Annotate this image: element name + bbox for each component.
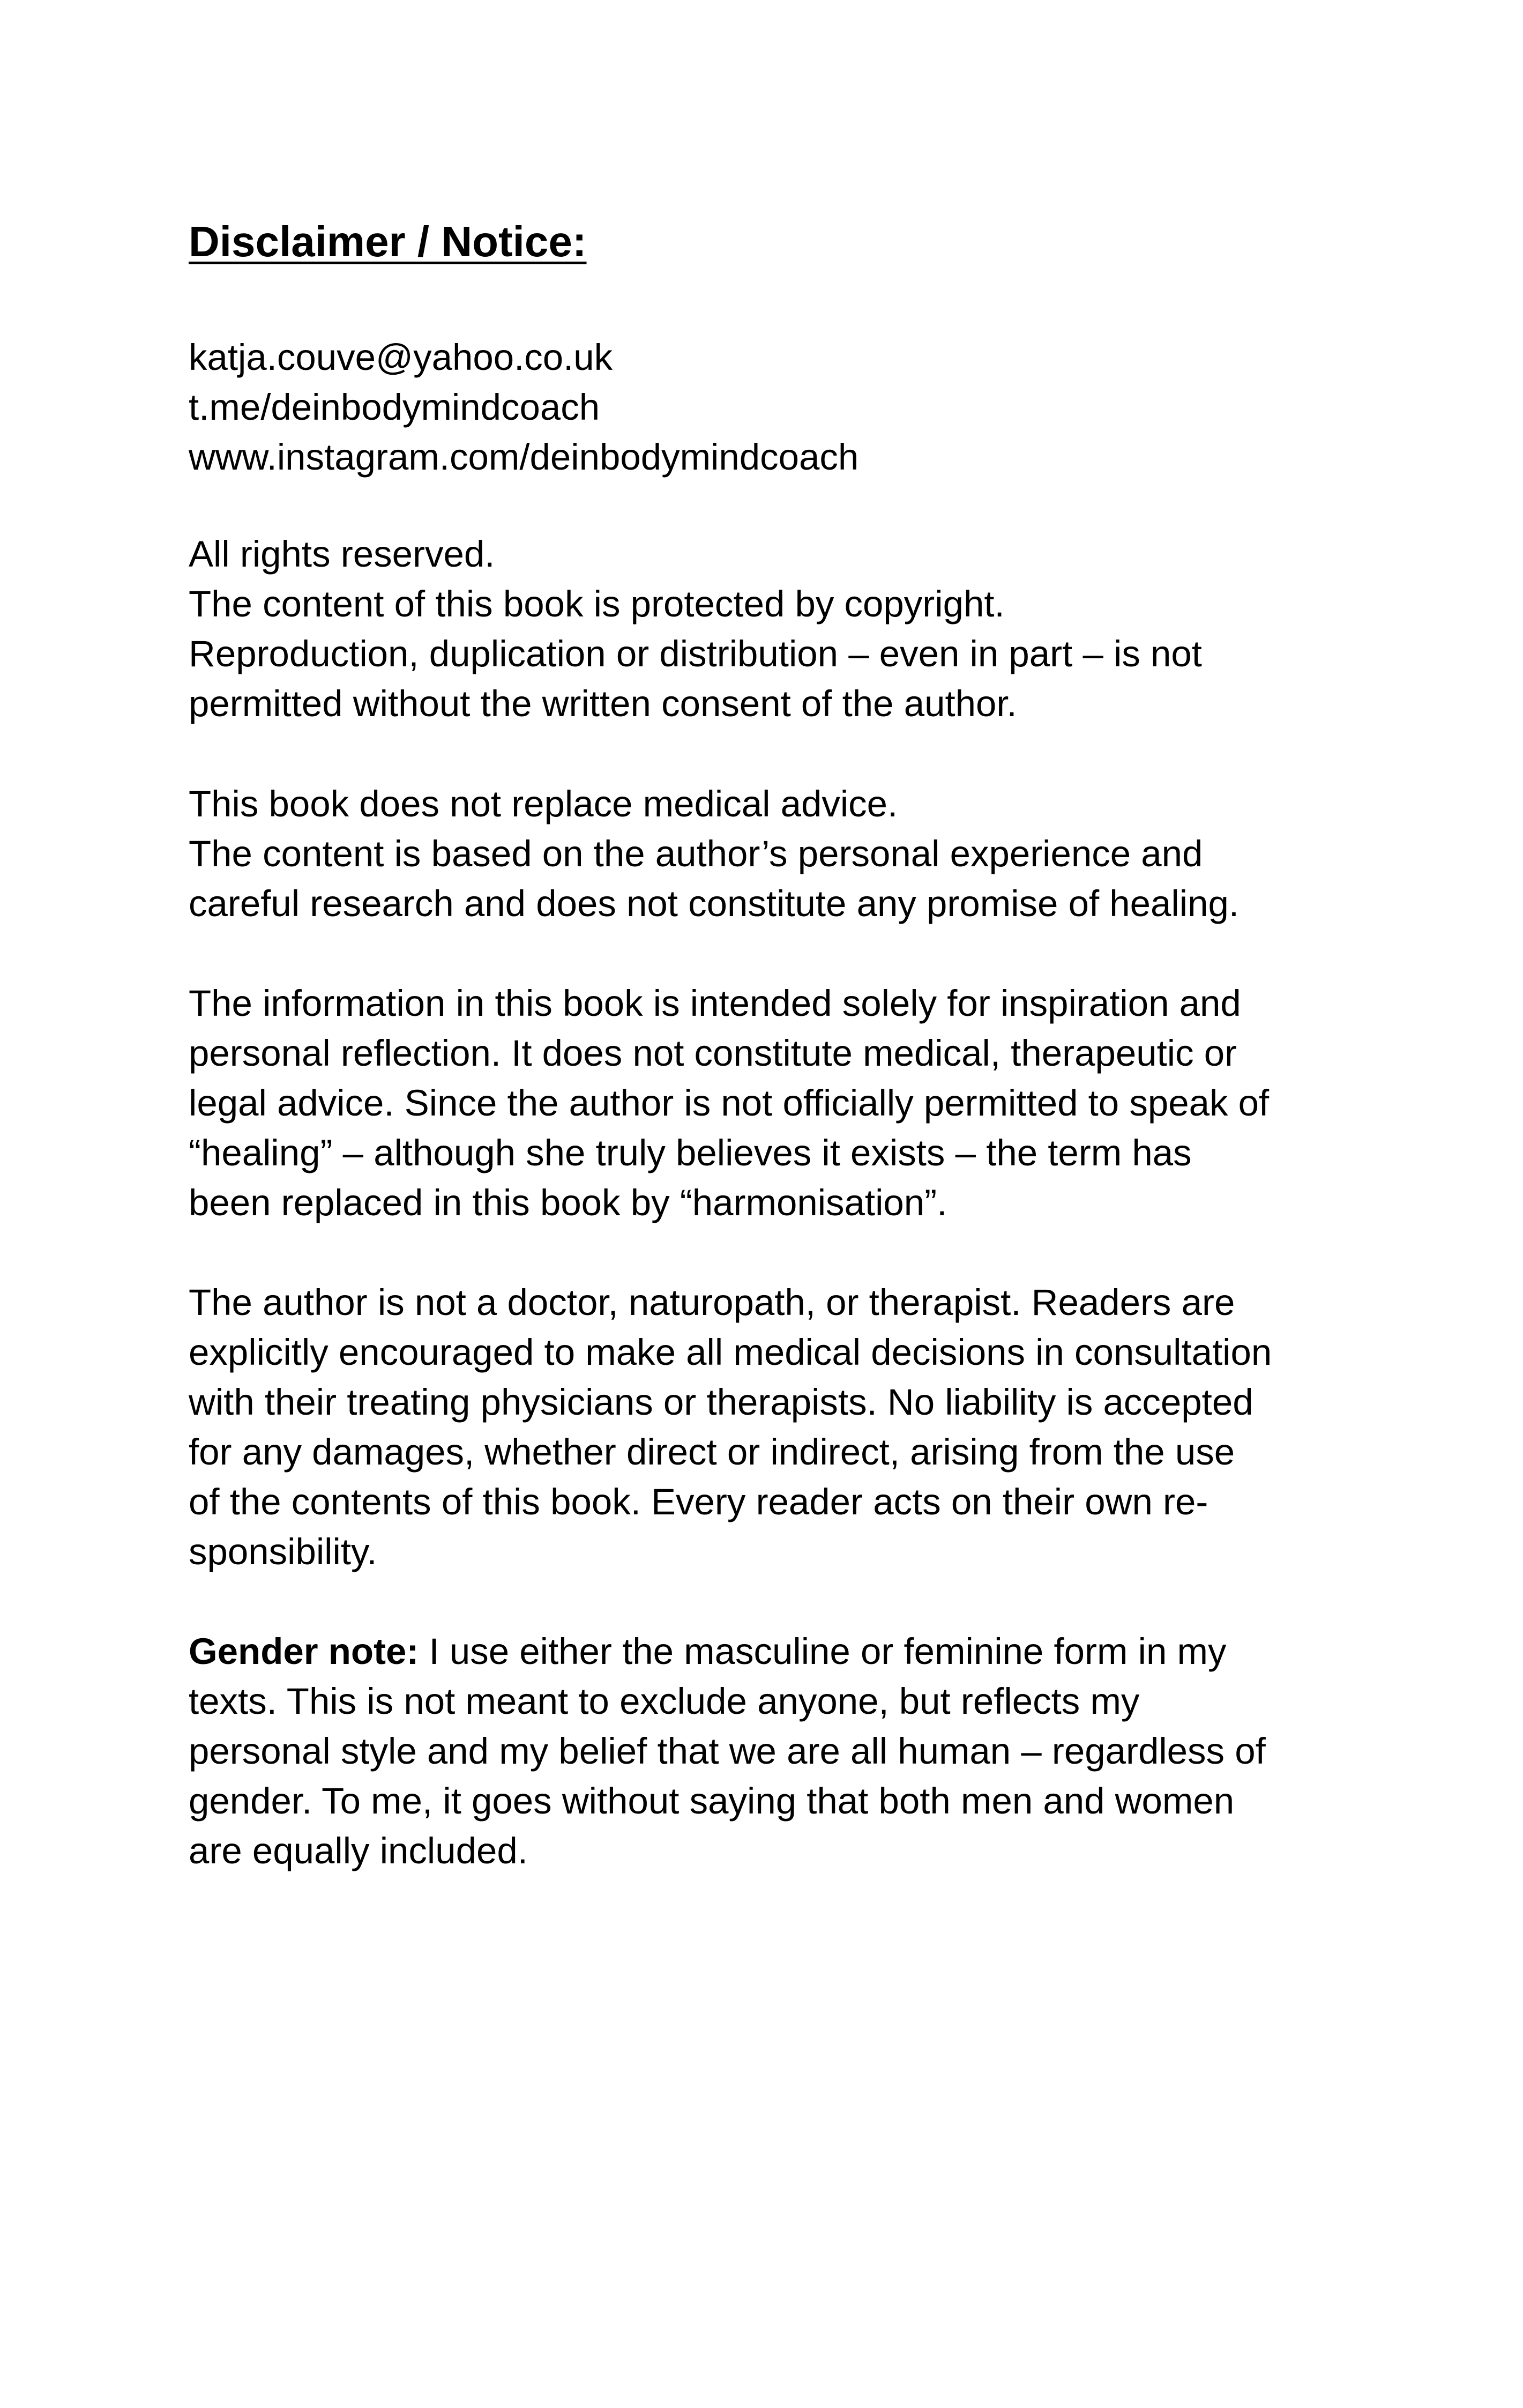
page-title: Disclaimer / Notice: [189,218,587,265]
gender-first-line-text: I use either the masculine or feminine form in my [419,1631,1227,1672]
author-line: The author is not a doctor, naturopath, or therapist. Readers are [189,1282,1235,1323]
medical-line: careful research and does not constitute any promise of healing. [189,883,1239,924]
contact-instagram: www.instagram.com/deinbodymindcoach [189,436,859,478]
medical-advice-paragraph [189,779,1239,928]
gender-line: gender. To me, it goes without saying that both men and women [189,1780,1235,1822]
author-line: sponsibility. [189,1531,377,1572]
rights-line: permitted without the written consent of the author. [189,683,1017,724]
contact-telegram: t.me/deinbodymindcoach [189,387,600,428]
info-line: been replaced in this book by “harmonisation”. [189,1182,947,1223]
gender-first-line [189,1626,1266,1676]
contact-email: katja.couve@yahoo.co.uk [189,337,613,378]
contact-block [189,332,858,482]
gender-line: personal style and my belief that we are all human – regardless of [189,1730,1266,1772]
author-line: explicitly encouraged to make all medical decisions in consultation [189,1332,1272,1373]
rights-line: Reproduction, duplication or distribution – even in part – is not [189,633,1202,674]
medical-line: This book does not replace medical advice. [189,783,898,824]
info-line: “healing” – although she truly believes it exists – the term has [189,1132,1192,1173]
author-line: with their treating physicians or therapists. No liability is accepted [189,1381,1253,1423]
rights-line: The content of this book is protected by copyright. [189,583,1005,625]
gender-line: texts. This is not meant to exclude anyone, but reflects my [189,1681,1140,1722]
info-line: legal advice. Since the author is not officially permitted to speak of [189,1082,1270,1124]
info-line: The information in this book is intended solely for inspiration and [189,983,1241,1024]
gender-note-paragraph [189,1626,1266,1876]
author-line: for any damages, whether direct or indirect, arising from the use [189,1431,1235,1473]
rights-paragraph [189,529,1202,729]
information-paragraph [189,978,1269,1228]
info-line: personal reflection. It does not constitute medical, therapeutic or [189,1032,1237,1074]
rights-line: All rights reserved. [189,533,495,575]
gender-line: are equally included. [189,1830,528,1871]
author-line: of the contents of this book. Every reader acts on their own re- [189,1481,1208,1522]
medical-line: The content is based on the author’s personal experience and [189,833,1203,874]
author-liability-paragraph [189,1277,1272,1577]
gender-note-label: Gender note: [189,1631,419,1672]
